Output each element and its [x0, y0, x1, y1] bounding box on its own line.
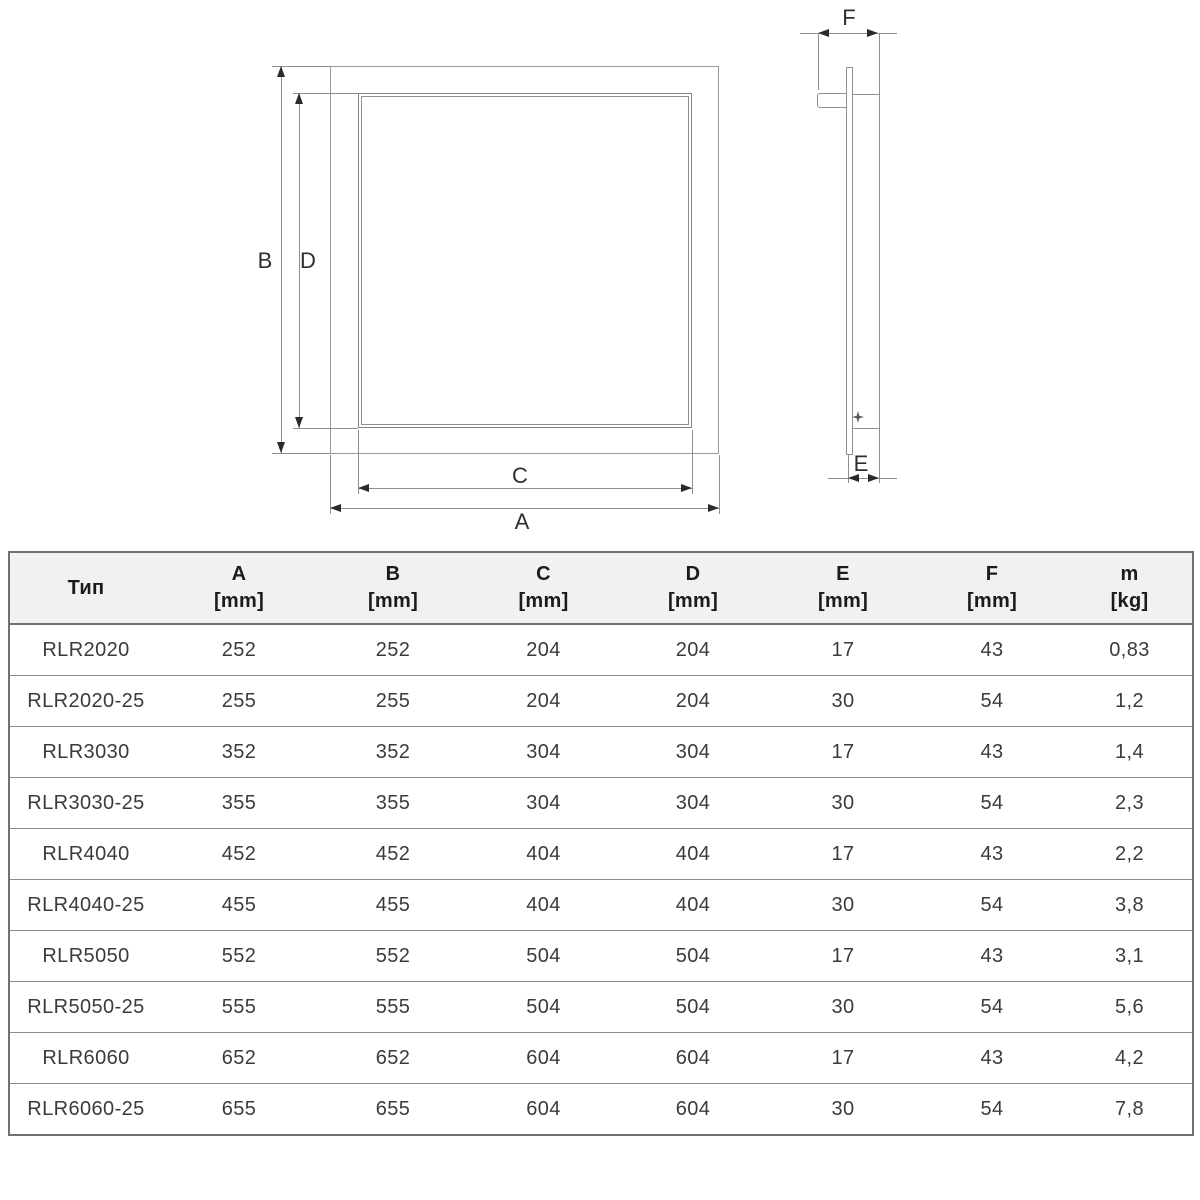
table-row — [9, 778, 1193, 829]
cell-value: 352 — [162, 727, 316, 778]
spec-table — [8, 551, 1194, 1136]
cell-value: 255 — [162, 676, 316, 727]
dim-a-arrow-left — [330, 504, 341, 512]
column-header-f: F [mm] — [917, 552, 1067, 624]
dim-d-arrow-up — [295, 93, 303, 104]
cell-value: 30 — [769, 880, 917, 931]
dim-f-arrow-right — [867, 29, 878, 37]
cell-value: 2,3 — [1067, 778, 1193, 829]
cell-value: 43 — [917, 727, 1067, 778]
cell-value: 504 — [617, 931, 769, 982]
cell-value: 404 — [470, 880, 617, 931]
cell-value: 604 — [470, 1033, 617, 1084]
table-row — [9, 880, 1193, 931]
technical-drawing — [0, 0, 1200, 551]
cell-value: 54 — [917, 982, 1067, 1033]
table-body — [9, 624, 1193, 1135]
cell-value: 452 — [162, 829, 316, 880]
cell-value: 252 — [221, 638, 257, 661]
table-row — [9, 676, 1193, 727]
dim-b-arrow-down — [277, 442, 285, 453]
cell-type: RLR4040-25 — [9, 880, 162, 931]
column-header-a: A [mm] — [162, 552, 316, 624]
cell-value: 355 — [162, 778, 316, 829]
dim-d-extension-bottom — [293, 428, 358, 429]
cell-value: 655 — [162, 1084, 316, 1136]
cell-value: 304 — [470, 727, 617, 778]
cell-value: 304 — [617, 727, 769, 778]
lock-point-marker-icon — [852, 411, 864, 423]
dimension-label-e: E — [853, 451, 869, 476]
cell-type: RLR3030 — [9, 727, 162, 778]
dim-c-extension-right — [692, 430, 693, 494]
dim-e-line — [828, 478, 897, 479]
cell-value: 555 — [316, 982, 470, 1033]
cell-value: 7,8 — [1067, 1084, 1193, 1136]
cell-value: 552 — [162, 931, 316, 982]
cell-value: 504 — [470, 931, 617, 982]
table-row — [9, 727, 1193, 778]
cell-value: 452 — [316, 829, 470, 880]
cell-value: 255 — [316, 676, 470, 727]
cell-type: RLR6060 — [9, 1033, 162, 1084]
dim-c-arrow-right — [681, 484, 692, 492]
dim-d-arrow-down — [295, 417, 303, 428]
dim-c-arrow-left — [358, 484, 369, 492]
table-row — [9, 1084, 1193, 1136]
side-bottom-connector — [853, 428, 879, 429]
cell-value: 30 — [769, 676, 917, 727]
cell-type: RLR6060-25 — [9, 1084, 162, 1136]
column-header-m: m [kg] — [1067, 552, 1193, 624]
cell-value: 555 — [162, 982, 316, 1033]
cell-value: 604 — [617, 1084, 769, 1136]
side-panel-plate — [846, 67, 853, 455]
column-header-c: C [mm] — [470, 552, 617, 624]
cell-value: 17 — [769, 727, 917, 778]
dimension-label-b: B — [257, 248, 273, 273]
dim-c-line — [358, 488, 692, 489]
dim-f-arrow-left — [818, 29, 829, 37]
dimension-label-c: C — [512, 463, 528, 488]
cell-value: 43 — [917, 931, 1067, 982]
column-header-d: D [mm] — [617, 552, 769, 624]
cell-value: 2,2 — [1067, 829, 1193, 880]
table-row — [9, 982, 1193, 1033]
cell-value: 30 — [769, 1084, 917, 1136]
dim-b-arrow-up — [277, 66, 285, 77]
cell-value: 17 — [831, 638, 855, 661]
front-inner-panel — [358, 93, 692, 428]
cell-value: 652 — [162, 1033, 316, 1084]
cell-value: 4,2 — [1067, 1033, 1193, 1084]
cell-value: 17 — [769, 829, 917, 880]
cell-value: 655 — [316, 1084, 470, 1136]
cell-value: 17 — [769, 1033, 917, 1084]
cell-value: 404 — [470, 829, 617, 880]
cell-type: RLR5050 — [9, 931, 162, 982]
cell-type: RLR5050-25 — [9, 982, 162, 1033]
cell-type: RLR2020 — [42, 638, 130, 661]
header-row — [9, 552, 1193, 624]
side-wall-line — [879, 33, 880, 483]
cell-value: 204 — [617, 676, 769, 727]
cell-value: 5,6 — [1067, 982, 1193, 1033]
column-header-e: E [mm] — [769, 552, 917, 624]
dim-f-extension-left — [818, 33, 819, 90]
cell-value: 355 — [316, 778, 470, 829]
column-header-type: Тип — [9, 552, 162, 624]
cell-value: 1,4 — [1067, 727, 1193, 778]
dim-a-arrow-right — [708, 504, 719, 512]
cell-value: 30 — [769, 982, 917, 1033]
cell-type: RLR2020-25 — [9, 676, 162, 727]
dim-a-extension-right — [719, 455, 720, 514]
cell-value: 304 — [617, 778, 769, 829]
cell-value: 352 — [316, 727, 470, 778]
side-mounting-bracket — [817, 93, 847, 108]
cell-value: 455 — [162, 880, 316, 931]
dim-e-arrow-right — [868, 474, 879, 482]
dim-b-extension-bottom — [272, 453, 330, 454]
cell-type: RLR3030-25 — [9, 778, 162, 829]
dimension-label-a: A — [514, 509, 530, 534]
cell-value: 54 — [917, 676, 1067, 727]
cell-value: 54 — [917, 778, 1067, 829]
cell-value: 404 — [617, 829, 769, 880]
cell-value: 204 — [526, 638, 561, 661]
cell-value: 204 — [470, 676, 617, 727]
table-row — [9, 829, 1193, 880]
table-row — [9, 624, 1193, 676]
cell-value: 604 — [617, 1033, 769, 1084]
cell-type: RLR4040 — [9, 829, 162, 880]
cell-value: 3,1 — [1067, 931, 1193, 982]
cell-value: 30 — [769, 778, 917, 829]
cell-value: 504 — [470, 982, 617, 1033]
cell-value: 652 — [316, 1033, 470, 1084]
cell-value: 604 — [470, 1084, 617, 1136]
dim-f-line — [800, 33, 897, 34]
cell-value: 43 — [917, 829, 1067, 880]
cell-value: 204 — [675, 638, 711, 661]
dimension-label-f: F — [842, 5, 856, 30]
cell-value: 304 — [470, 778, 617, 829]
table-row — [9, 1033, 1193, 1084]
cell-value: 17 — [769, 931, 917, 982]
cell-value: 43 — [980, 638, 1004, 661]
cell-value: 552 — [316, 931, 470, 982]
column-header-b: B [mm] — [316, 552, 470, 624]
cell-value: 3,8 — [1067, 880, 1193, 931]
cell-value: 455 — [316, 880, 470, 931]
side-top-connector — [853, 94, 879, 95]
cell-value: 504 — [617, 982, 769, 1033]
table-row — [9, 931, 1193, 982]
cell-value: 252 — [375, 638, 411, 661]
cell-value: 1,2 — [1067, 676, 1193, 727]
cell-value: 54 — [917, 880, 1067, 931]
cell-value: 404 — [617, 880, 769, 931]
dimension-label-d: D — [300, 248, 316, 273]
cell-value: 0,83 — [1109, 638, 1150, 661]
cell-value: 54 — [917, 1084, 1067, 1136]
cell-value: 43 — [917, 1033, 1067, 1084]
